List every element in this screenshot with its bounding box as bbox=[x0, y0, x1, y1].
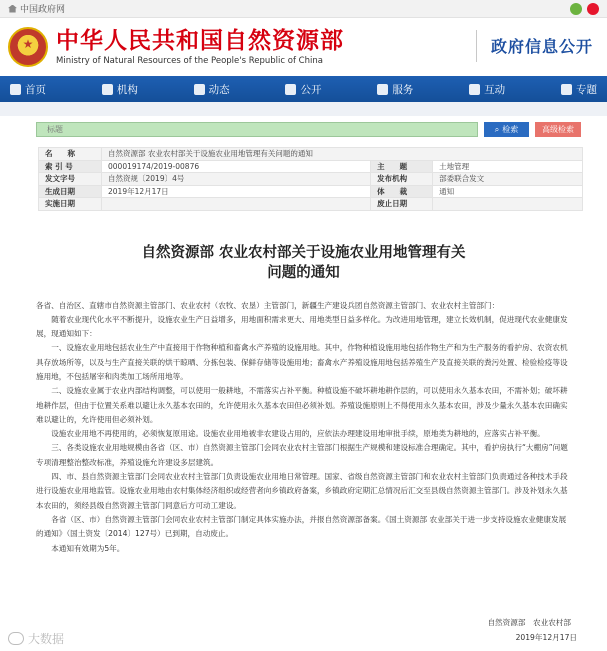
top-strip bbox=[0, 0, 607, 18]
nav-item-service[interactable] bbox=[377, 76, 413, 102]
search-button[interactable] bbox=[484, 122, 529, 137]
meta-value bbox=[433, 198, 583, 211]
article-title-line: 自然资源部 农业农村部关于设施农业用地管理有关 bbox=[141, 243, 466, 261]
search-icon: ⌕ bbox=[494, 124, 500, 134]
section-title[interactable]: 政府信息公开 bbox=[490, 37, 593, 56]
watermark bbox=[8, 630, 64, 647]
nav-label: 服务 bbox=[392, 83, 414, 96]
meta-label: 废止日期 bbox=[371, 198, 433, 211]
meta-label: 发布机构 bbox=[371, 173, 433, 186]
home-icon bbox=[10, 84, 21, 95]
national-emblem-logo[interactable] bbox=[8, 27, 48, 67]
meta-value: 自然资规〔2019〕4号 bbox=[102, 173, 371, 186]
article-body bbox=[36, 299, 571, 556]
nav-label: 机构 bbox=[116, 83, 138, 96]
meta-label: 发文字号 bbox=[39, 173, 102, 186]
header-divider bbox=[476, 30, 477, 62]
paragraph: 四、市、县自然资源主管部门会同农业农村主管部门负责设施农业用地日常管理。国家、省级自然资源主管部门和农业农村主管部门负责通过各种技术手段进行设施农业用地监管。设施农业用地由农村集体经济组织或经营者向乡镇政府备案，乡镇政府定期汇总情况后汇交至县级自然资源主管部门。涉及补划永久基本农田的，须经县级自然资源主管部门同意后方可动工建设。 bbox=[36, 472, 568, 510]
meta-label: 生成日期 bbox=[39, 185, 102, 198]
news-icon bbox=[194, 84, 205, 95]
meta-label: 主 题 bbox=[371, 160, 433, 173]
meta-value: 通知 bbox=[433, 185, 583, 198]
nav-label: 首页 bbox=[25, 83, 46, 96]
weibo-icon[interactable] bbox=[587, 3, 599, 15]
paragraph: 本通知有效期为5年。 bbox=[51, 543, 125, 553]
building-icon bbox=[102, 84, 113, 95]
meta-value: 2019年12月17日 bbox=[102, 185, 371, 198]
wechat-icon[interactable] bbox=[570, 3, 582, 15]
table-row bbox=[39, 160, 583, 173]
topic-icon bbox=[561, 84, 572, 95]
site-title[interactable]: 中华人民共和国自然资源部 bbox=[56, 27, 344, 54]
search-input[interactable] bbox=[36, 122, 478, 137]
home-icon bbox=[8, 5, 17, 13]
main-content bbox=[22, 116, 585, 556]
sign-date: 2019年12月17日 bbox=[515, 633, 577, 642]
article-title-line: 问题的通知 bbox=[267, 263, 340, 281]
table-row bbox=[39, 198, 583, 211]
nav-item-disclosure[interactable] bbox=[285, 76, 321, 102]
nav-label: 专题 bbox=[575, 83, 597, 96]
search-button-label: 检索 bbox=[502, 125, 519, 134]
paragraph: 三、各类设施农业用地规模由各省（区、市）自然资源主管部门会同农业农村主管部门根据生产规模和建设标准合理确定。其中，看护房执行“大棚房”问题专项清理整治整改标准，养殖设施允许建设多层建筑。 bbox=[36, 443, 568, 467]
nav-item-topic[interactable] bbox=[561, 76, 597, 102]
site-title-block bbox=[56, 28, 344, 66]
service-icon bbox=[377, 84, 388, 95]
chat-icon bbox=[469, 84, 480, 95]
search-bar bbox=[22, 116, 585, 141]
meta-label: 体 裁 bbox=[371, 185, 433, 198]
site-subtitle: Ministry of Natural Resources of the People's Republic of China bbox=[56, 56, 323, 66]
signer: 自然资源部 农业农村部 bbox=[487, 618, 571, 627]
watermark-text: 大数据 bbox=[28, 632, 65, 646]
nav-item-news[interactable] bbox=[194, 76, 230, 102]
paragraph: 设施农业用地不再使用的，必须恢复原用途。设施农业用地被非农建设占用的，应依法办理建设用地审批手续，原地类为耕地的，应落实占补平衡。 bbox=[51, 429, 545, 439]
meta-label: 实施日期 bbox=[39, 198, 102, 211]
table-row bbox=[39, 173, 583, 186]
nav-item-organization[interactable] bbox=[102, 76, 138, 102]
nav-item-home[interactable] bbox=[10, 76, 46, 102]
document-metadata-table bbox=[38, 147, 583, 211]
paragraph: 一、设施农业用地包括农业生产中直接用于作物种植和畜禽水产养殖的设施用地。其中，作物种植设施用地包括作物生产和为生产服务的看护房、农资农机具存放场所等，以及与生产直接关联的烘干晾晒、分拣包装、保鲜存储等设施用地；畜禽水产养殖设施用地包括养殖生产及直接关联的粪污处置、检验检疫等设施用地，不包括屠宰和肉类加工场所用地等。 bbox=[36, 343, 568, 381]
table-row bbox=[39, 185, 583, 198]
site-header bbox=[0, 18, 607, 76]
article-title bbox=[22, 243, 585, 283]
paragraph: 各省（区、市）自然资源主管部门会同农业农村主管部门制定具体实施办法，并报自然资源部备案。《国土资源部 农业部关于进一步支持设施农业健康发展的通知》（国土资发〔2014〕127号）已到期，自动废止。 bbox=[36, 514, 567, 539]
document-icon bbox=[285, 84, 296, 95]
table-row bbox=[39, 148, 583, 161]
meta-label: 名 称 bbox=[39, 148, 102, 161]
watermark-logo-icon bbox=[8, 632, 24, 645]
social-links bbox=[570, 3, 599, 15]
nav-item-interaction[interactable] bbox=[469, 76, 505, 102]
spacer-band bbox=[0, 102, 607, 116]
nav-label: 公开 bbox=[300, 83, 322, 96]
meta-value: 土地管理 bbox=[433, 160, 583, 173]
advanced-search-button[interactable]: 高级检索 bbox=[535, 122, 581, 137]
gov-home-label: 中国政府网 bbox=[20, 5, 66, 15]
meta-label: 索 引 号 bbox=[39, 160, 102, 173]
paragraph: 随着农业现代化水平不断提升，设施农业生产日益增多，用地面积需求更大、用地类型日益多样化。为改进用地管理，建立长效机制，促进现代农业健康发展，现通知如下： bbox=[36, 314, 568, 339]
gov-home-link[interactable] bbox=[8, 2, 65, 15]
meta-value bbox=[102, 198, 371, 211]
main-nav bbox=[0, 76, 607, 102]
paragraph: 二、设施农业属于农业内部结构调整，可以使用一般耕地，不需落实占补平衡。种植设施不破坏耕地耕作层的，可以使用永久基本农田，不需补划；破坏耕地耕作层，但由于位置关系难以避让永久基本农田的，允许使用永久基本农田但必须补划。养殖设施原则上不得使用永久基本农田，涉及少量永久基本农田确实难以避让的，允许使用但必须补划。 bbox=[36, 386, 568, 424]
meta-value: 000019174/2019-00876 bbox=[102, 160, 371, 173]
meta-value: 部委联合发文 bbox=[433, 173, 583, 186]
meta-value: 自然资源部 农业农村部关于设施农业用地管理有关问题的通知 bbox=[102, 148, 583, 161]
addressee: 各省、自治区、直辖市自然资源主管部门、农业农村（农牧、农垦）主管部门，新疆生产建设兵团自然资源主管部门、农业农村主管部门： bbox=[36, 300, 500, 310]
nav-label: 动态 bbox=[208, 83, 230, 96]
nav-label: 互动 bbox=[484, 83, 506, 96]
